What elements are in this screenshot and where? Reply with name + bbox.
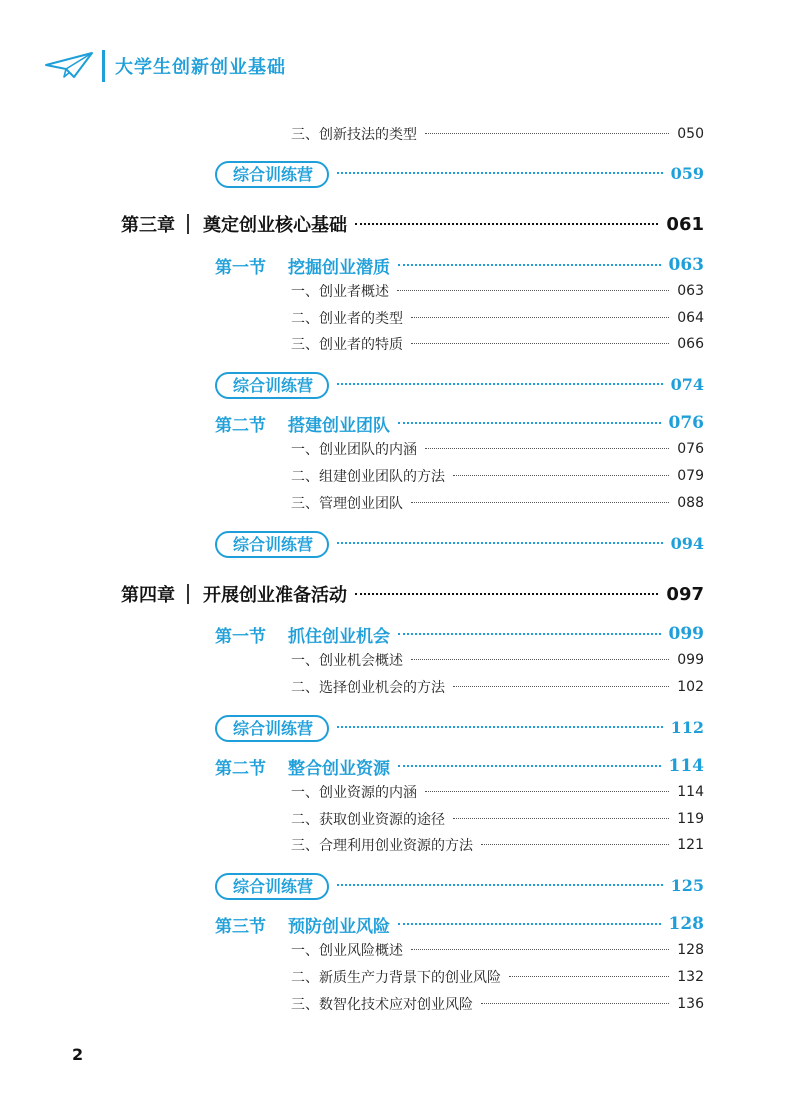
page-ref: 099 xyxy=(677,652,704,668)
training-camp-badge xyxy=(215,373,329,396)
page-ref: 050 xyxy=(677,126,704,142)
toc-training-camp xyxy=(215,158,704,188)
dot-leader xyxy=(398,257,661,274)
page-ref: 121 xyxy=(677,837,704,853)
section-heading xyxy=(215,754,390,779)
page-number: 2 xyxy=(72,1045,84,1064)
dot-leader xyxy=(337,376,663,392)
training-camp-badge xyxy=(215,716,329,739)
chapter-number: 第四章 xyxy=(121,585,175,606)
section-number: 第一节 xyxy=(215,626,266,647)
dot-leader xyxy=(481,997,669,1011)
entry-label: 一、创业者概述 xyxy=(291,284,389,300)
section-title: 抓住创业机会 xyxy=(288,626,390,647)
dot-leader xyxy=(411,337,669,351)
training-camp-label: 综合训练营 xyxy=(215,531,329,558)
toc-training-camp xyxy=(215,369,704,399)
section-title: 预防创业风险 xyxy=(288,916,390,937)
training-camp-badge xyxy=(215,162,329,185)
toc-training-camp xyxy=(215,870,704,900)
page-ref: 132 xyxy=(677,969,704,985)
entry-label: 二、选择创业机会的方法 xyxy=(291,680,445,696)
section-number: 第二节 xyxy=(215,415,266,436)
toc-entry xyxy=(291,465,704,487)
page-ref: 059 xyxy=(670,163,704,183)
page-ref: 061 xyxy=(666,213,704,235)
dot-leader xyxy=(425,785,669,799)
dot-leader xyxy=(337,719,663,735)
toc-training-camp xyxy=(215,712,704,742)
toc-section xyxy=(215,753,704,779)
page-ref: 128 xyxy=(677,942,704,958)
entry-label: 一、创业团队的内涵 xyxy=(291,442,417,458)
training-camp-badge xyxy=(215,874,329,897)
dot-leader xyxy=(425,127,669,141)
entry-label: 一、创业机会概述 xyxy=(291,653,403,669)
section-heading xyxy=(215,912,390,937)
toc-entry xyxy=(291,966,704,988)
toc-section xyxy=(215,410,704,436)
page-ref: 102 xyxy=(677,679,704,695)
entry-label: 三、数智化技术应对创业风险 xyxy=(291,997,473,1013)
dot-leader xyxy=(453,469,669,483)
toc-chapter xyxy=(121,209,704,239)
chapter-heading xyxy=(121,581,347,607)
dot-leader xyxy=(411,496,669,510)
dot-leader xyxy=(337,877,663,893)
dot-leader xyxy=(411,943,669,957)
training-camp-label: 综合训练营 xyxy=(215,372,329,399)
dot-leader xyxy=(398,916,661,933)
book-title: 大学生创新创业基础 xyxy=(115,57,286,78)
entry-label: 三、合理利用创业资源的方法 xyxy=(291,838,473,854)
toc-section xyxy=(215,621,704,647)
chapter-number: 第三章 xyxy=(121,215,175,236)
running-header xyxy=(44,48,286,84)
page-ref: 066 xyxy=(677,336,704,352)
dot-leader xyxy=(411,311,669,325)
dot-leader xyxy=(398,626,661,643)
page-ref: 136 xyxy=(677,996,704,1012)
entry-label: 三、创业者的特质 xyxy=(291,337,403,353)
page-ref: 064 xyxy=(677,310,704,326)
toc-entry xyxy=(291,307,704,329)
toc-entry xyxy=(291,781,704,803)
page-ref: 088 xyxy=(677,495,704,511)
header-divider xyxy=(102,50,105,82)
chapter-title: 奠定创业核心基础 xyxy=(203,215,347,236)
chapter-title: 开展创业准备活动 xyxy=(203,585,347,606)
toc-entry xyxy=(291,123,704,145)
dot-leader xyxy=(509,970,669,984)
toc-entry xyxy=(291,939,704,961)
page-ref: 076 xyxy=(668,413,704,433)
entry-label: 三、管理创业团队 xyxy=(291,496,403,512)
page-ref: 097 xyxy=(666,583,704,605)
toc-entry xyxy=(291,333,704,355)
dot-leader xyxy=(397,284,669,298)
dot-leader xyxy=(355,215,658,233)
toc-section xyxy=(215,252,704,278)
section-title: 搭建创业团队 xyxy=(288,415,390,436)
page-ref: 074 xyxy=(670,374,704,394)
toc-entry xyxy=(291,492,704,514)
chapter-divider xyxy=(187,214,189,234)
page-ref: 099 xyxy=(668,624,704,644)
paper-plane-icon xyxy=(44,51,94,81)
page-ref: 119 xyxy=(677,811,704,827)
page-ref: 063 xyxy=(668,255,704,275)
training-camp-label: 综合训练营 xyxy=(215,161,329,188)
chapter-divider xyxy=(187,584,189,604)
page-ref: 076 xyxy=(677,441,704,457)
section-title: 挖掘创业潜质 xyxy=(288,257,390,278)
section-title: 整合创业资源 xyxy=(288,758,390,779)
page-ref: 128 xyxy=(668,914,704,934)
page-ref: 125 xyxy=(670,875,704,895)
toc-training-camp xyxy=(215,528,704,558)
page-ref: 094 xyxy=(670,533,704,553)
dot-leader xyxy=(411,653,669,667)
section-heading xyxy=(215,622,390,647)
page-ref: 114 xyxy=(668,756,704,776)
toc-entry xyxy=(291,676,704,698)
entry-label: 二、新质生产力背景下的创业风险 xyxy=(291,970,501,986)
entry-label: 一、创业资源的内涵 xyxy=(291,785,417,801)
entry-label: 三、创新技法的类型 xyxy=(291,127,417,143)
toc-section xyxy=(215,911,704,937)
training-camp-label: 综合训练营 xyxy=(215,873,329,900)
dot-leader xyxy=(481,838,669,852)
section-number: 第三节 xyxy=(215,916,266,937)
toc-entry xyxy=(291,280,704,302)
page-ref: 079 xyxy=(677,468,704,484)
toc-entry xyxy=(291,438,704,460)
entry-label: 二、创业者的类型 xyxy=(291,311,403,327)
page-ref: 063 xyxy=(677,283,704,299)
section-number: 第一节 xyxy=(215,257,266,278)
dot-leader xyxy=(453,812,669,826)
chapter-heading xyxy=(121,211,347,237)
toc-entry xyxy=(291,649,704,671)
dot-leader xyxy=(398,415,661,432)
dot-leader xyxy=(453,680,669,694)
dot-leader xyxy=(337,165,663,181)
training-camp-badge xyxy=(215,532,329,555)
dot-leader xyxy=(398,758,661,775)
entry-label: 二、获取创业资源的途径 xyxy=(291,812,445,828)
section-heading xyxy=(215,253,390,278)
page-ref: 114 xyxy=(677,784,704,800)
dot-leader xyxy=(425,442,669,456)
toc-entry xyxy=(291,808,704,830)
toc-entry xyxy=(291,993,704,1015)
training-camp-label: 综合训练营 xyxy=(215,715,329,742)
entry-label: 一、创业风险概述 xyxy=(291,943,403,959)
section-heading xyxy=(215,411,390,436)
section-number: 第二节 xyxy=(215,758,266,779)
dot-leader xyxy=(355,585,658,603)
toc-chapter xyxy=(121,579,704,609)
toc-entry xyxy=(291,834,704,856)
page-ref: 112 xyxy=(670,717,704,737)
entry-label: 二、组建创业团队的方法 xyxy=(291,469,445,485)
dot-leader xyxy=(337,535,663,551)
